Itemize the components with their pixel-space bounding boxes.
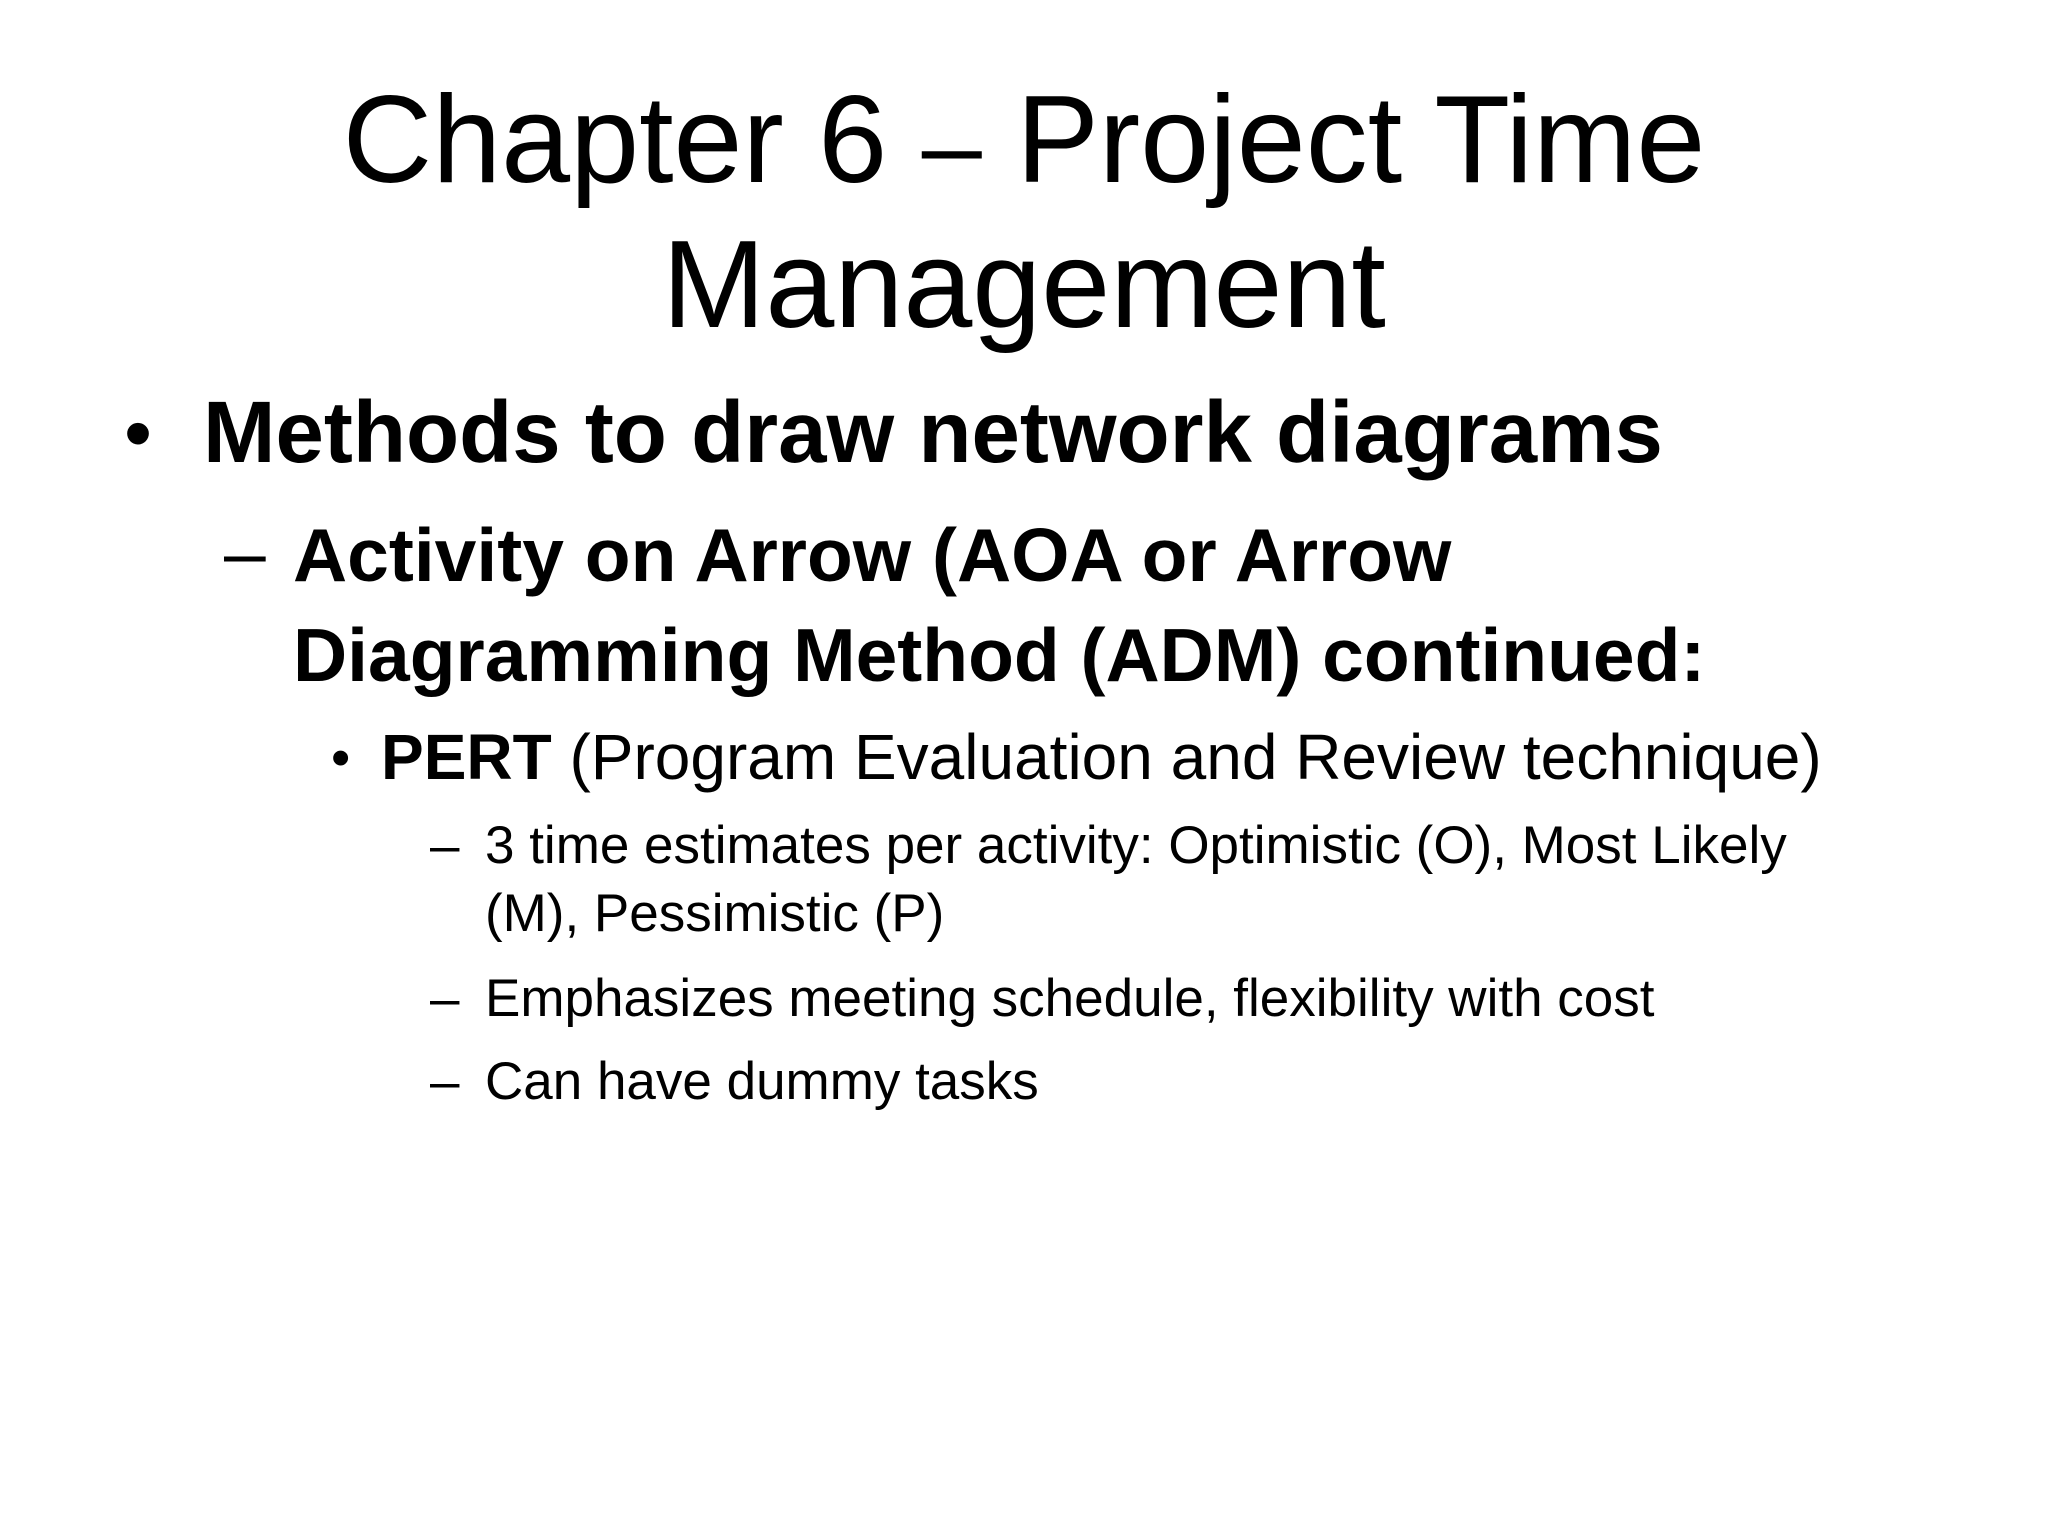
bullet-level2-line2: Diagramming Method (ADM) continued: xyxy=(293,613,1706,697)
bullet-level3-text: (Program Evaluation and Review technique) xyxy=(551,721,1822,793)
bullet-level4-item xyxy=(485,812,1787,948)
bullet-level3 xyxy=(381,717,1822,797)
slide-title xyxy=(0,70,2048,355)
title-topic: Project Time xyxy=(1016,71,1706,209)
bullet-level3-marker: • xyxy=(331,726,351,788)
bullet-level2-marker: – xyxy=(224,510,266,594)
bullet-level2-line1: Activity on Arrow (AOA or Arrow xyxy=(293,513,1452,597)
bullet-level4-item: Can have dummy tasks xyxy=(485,1052,1039,1111)
bullet-level4-item-line2: (M), Pessimistic (P) xyxy=(485,884,945,943)
bullet-level1-marker: • xyxy=(124,388,153,477)
bullet-level4-item-line1: 3 time estimates per activity: Optimistic (O), Most Likely xyxy=(485,816,1787,875)
bullet-level4-marker: – xyxy=(430,816,460,875)
title-dash: – xyxy=(921,84,982,205)
bullet-level2 xyxy=(293,505,1705,705)
title-line-2: Management xyxy=(662,216,1386,354)
bullet-level1: Methods to draw network diagrams xyxy=(203,384,1663,481)
bullet-level3-bold: PERT xyxy=(381,721,552,793)
bullet-level4-item: Emphasizes meeting schedule, flexibility with cost xyxy=(485,969,1655,1028)
title-line-1 xyxy=(0,70,2048,215)
title-chapter: Chapter 6 xyxy=(342,71,888,209)
bullet-level4-marker: – xyxy=(430,1052,460,1111)
bullet-level4-marker: – xyxy=(430,969,460,1028)
